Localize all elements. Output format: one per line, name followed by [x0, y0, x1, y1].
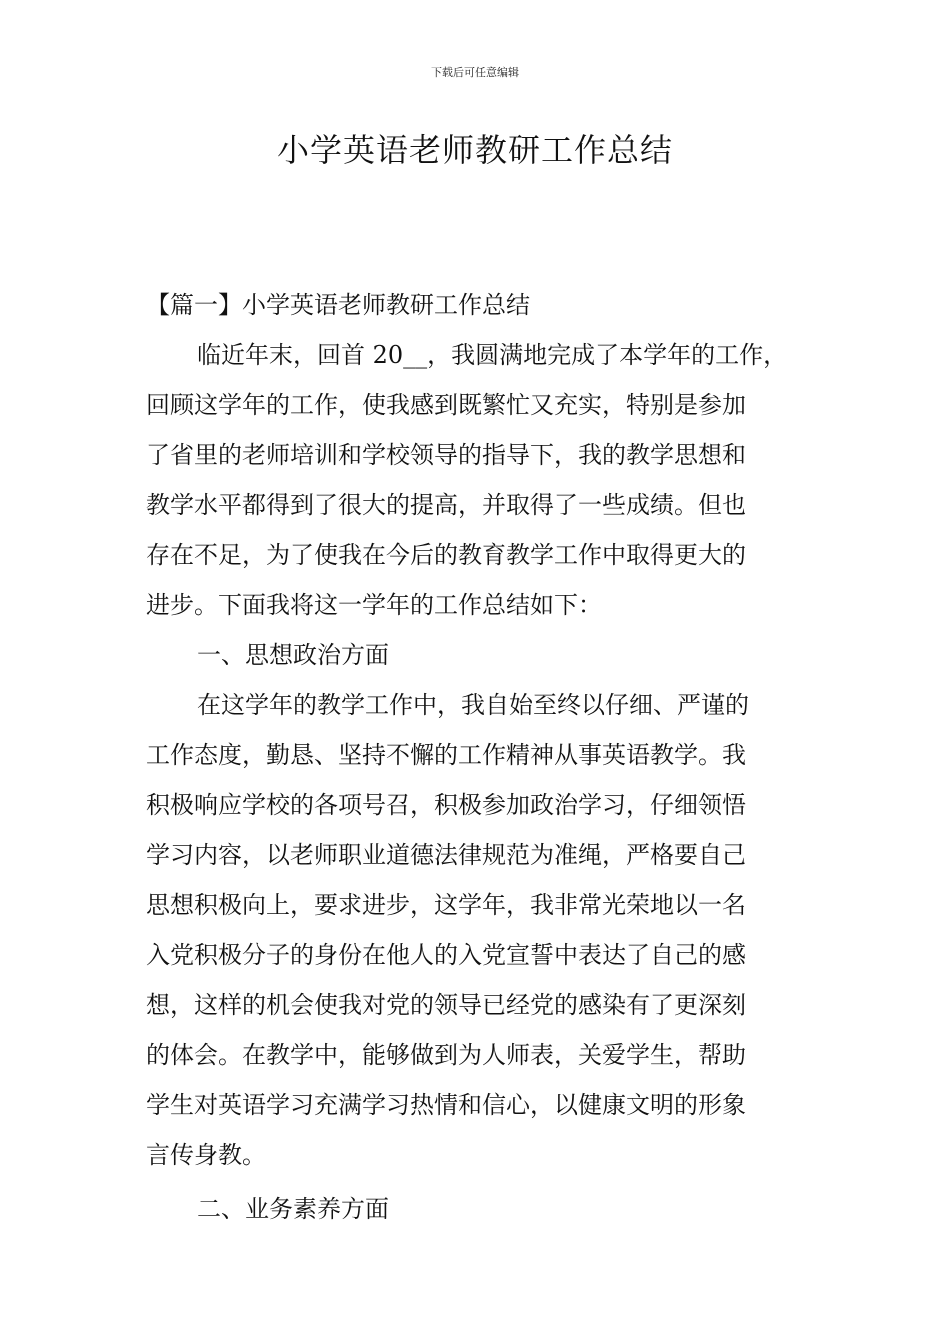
paragraph-2-line: 思想积极向上，要求进步，这学年，我非常光荣地以一名: [146, 891, 746, 919]
paragraph-2-line: 言传身教。: [146, 1141, 266, 1169]
paragraph-2-line: 的体会。在教学中，能够做到为人师表，关爱学生，帮助: [146, 1041, 746, 1069]
paragraph-1-line: 回顾这学年的工作，使我感到既繁忙又充实，特别是参加: [146, 391, 746, 419]
section-heading: 【篇一】小学英语老师教研工作总结: [146, 291, 530, 319]
subheading-political: 一、思想政治方面: [197, 641, 389, 669]
document-body: [146, 280, 811, 1234]
document-title: 小学英语老师教研工作总结: [276, 131, 673, 169]
page-header-note: 下载后可任意编辑: [431, 66, 519, 79]
paragraph-1-line: 了省里的老师培训和学校领导的指导下，我的教学思想和: [146, 441, 746, 469]
paragraph-2-line: 工作态度，勤恳、坚持不懈的工作精神从事英语教学。我: [146, 741, 746, 769]
paragraph-2-line: 积极响应学校的各项号召，积极参加政治学习，仔细领悟: [146, 791, 746, 819]
paragraph-2-line: 想，这样的机会使我对党的领导已经党的感染有了更深刻: [146, 991, 746, 1019]
paragraph-2-line: 在这学年的教学工作中，我自始至终以仔细、严谨的: [197, 691, 749, 719]
paragraph-1-line: 教学水平都得到了很大的提高，并取得了一些成绩。但也: [146, 491, 746, 519]
paragraph-2-line: 入党积极分子的身份在他人的入党宣誓中表达了自己的感: [146, 941, 746, 969]
paragraph-2-line: 学习内容，以老师职业道德法律规范为准绳，严格要自己: [146, 841, 746, 869]
paragraph-2-line: 学生对英语学习充满学习热情和信心，以健康文明的形象: [146, 1091, 746, 1119]
paragraph-1-line: 存在不足，为了使我在今后的教育教学工作中取得更大的: [146, 541, 746, 569]
paragraph-1-line: 进步。下面我将这一学年的工作总结如下：: [146, 591, 602, 619]
subheading-professional: 二、业务素养方面: [197, 1195, 389, 1223]
paragraph-1-line: 临近年末，回首 20__，我圆满地完成了本学年的工作，: [197, 341, 788, 369]
